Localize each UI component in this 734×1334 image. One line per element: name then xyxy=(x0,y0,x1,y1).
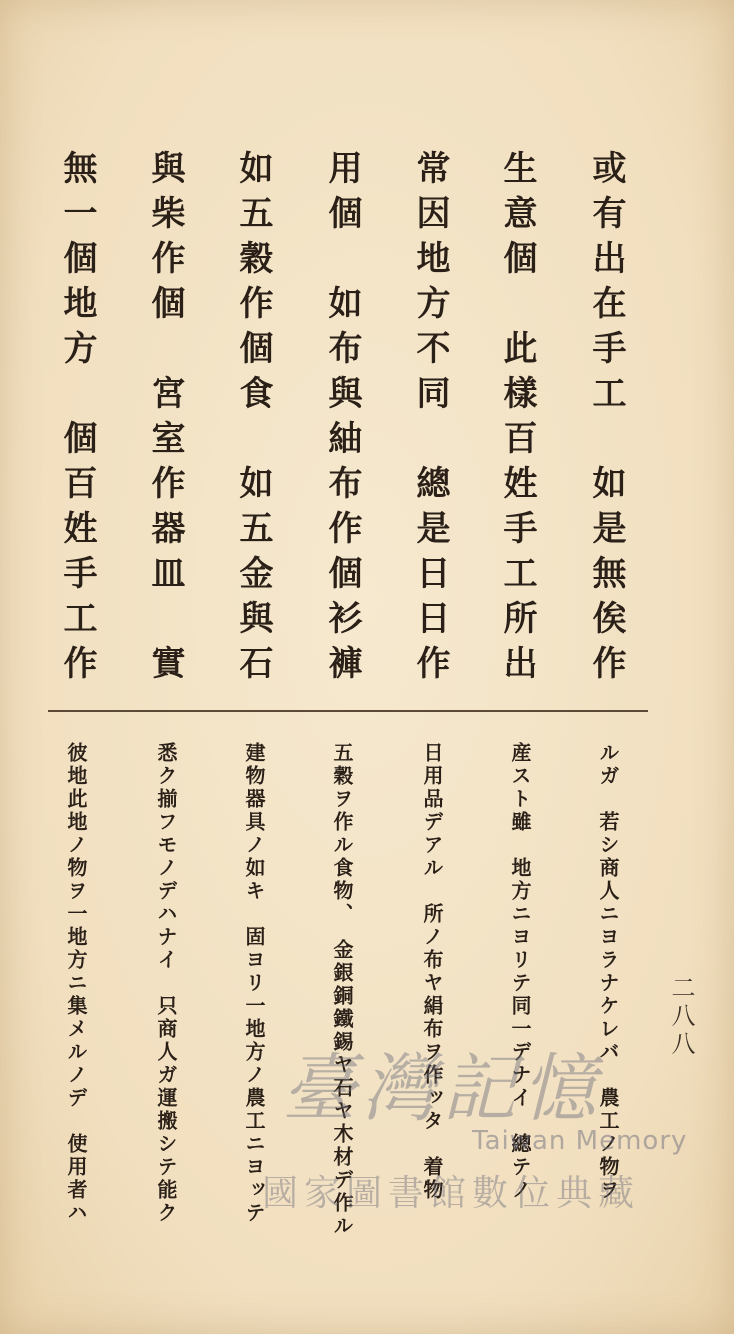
watermark-chinese: 臺灣記憶 xyxy=(282,1046,602,1132)
note-text-column: 彼地此地ノ物ヲ一地方ニ集メルノデ 使用者ハ xyxy=(64,742,88,1225)
main-text-column: 常因地方不同 總是日日作 xyxy=(410,150,450,690)
note-text-column: 建物器具ノ如キ 固ヨリ一地方ノ農工ニヨッテ xyxy=(242,742,266,1225)
watermark xyxy=(262,1030,702,1220)
main-text-column: 或有出在手工 如是無俟作 xyxy=(586,150,626,690)
main-text-column: 如五穀作個食 如五金與石 xyxy=(233,150,273,690)
main-text-column: 生意個 此樣百姓手工所出 xyxy=(497,150,537,690)
watermark-subtitle: 國家圖書館數位典藏 xyxy=(262,1173,641,1214)
note-text-column: ルガ 若シ商人ニヨラナケレバ 農工ノ物ヲ xyxy=(596,742,620,1202)
main-text-column: 無一個地方 個百姓手工作 xyxy=(57,150,97,690)
watermark-english: Taiwan Memory xyxy=(472,1126,688,1156)
page-number: 二八八 xyxy=(667,975,695,1059)
note-text-column: 日用品デアル 所ノ布ヤ絹布ヲ作ッタ 着物 xyxy=(420,742,444,1202)
note-text-column: 悉ク揃フモノデハナイ 只商人ガ運搬シテ能ク xyxy=(154,742,178,1225)
section-divider xyxy=(48,710,648,712)
note-text-column: 五穀ヲ作ル食物、 金銀銅鐵錫ヤ石ヤ木材デ作ル xyxy=(330,742,354,1238)
main-text-column: 與柴作個 宮室作器皿 實 xyxy=(145,150,185,690)
main-text-column: 用個 如布與紬布作個衫褲 xyxy=(322,150,362,690)
note-text-column: 産スト雖 地方ニヨリテ同一デナイ 總テノ xyxy=(508,742,532,1202)
